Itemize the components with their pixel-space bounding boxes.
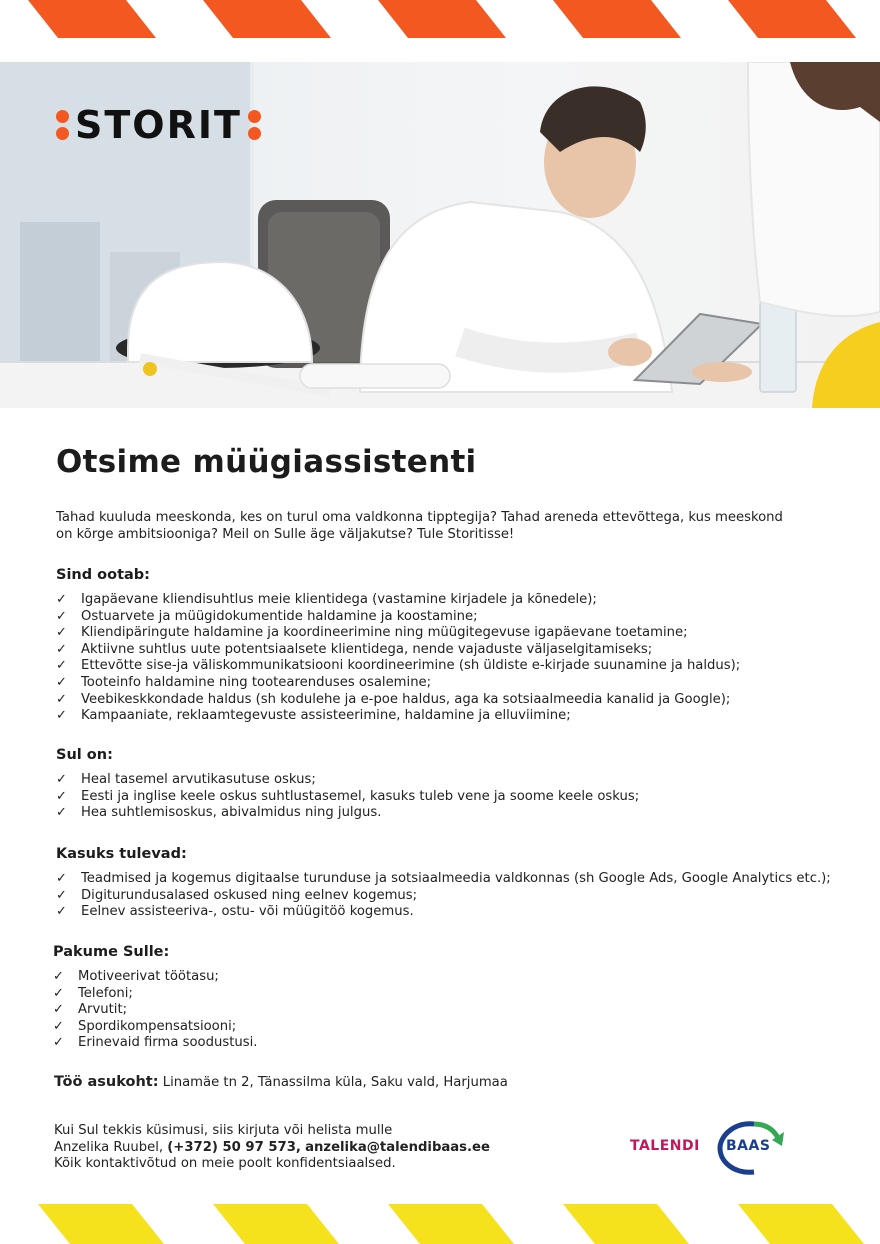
check-icon: ✓ bbox=[56, 708, 67, 724]
check-icon: ✓ bbox=[56, 691, 67, 707]
contact-details bbox=[54, 1140, 490, 1157]
check-icon: ✓ bbox=[56, 658, 67, 674]
location-label: Töö asukoht: bbox=[54, 1074, 159, 1090]
list-item: ✓ Telefoni; bbox=[53, 985, 133, 1001]
bottom-stripes-graphic bbox=[0, 1204, 880, 1244]
logo-dot bbox=[248, 110, 261, 123]
check-icon: ✓ bbox=[56, 805, 67, 821]
contact-block bbox=[54, 1123, 490, 1173]
check-icon: ✓ bbox=[53, 985, 64, 1001]
section-title-offer: Pakume Sulle: bbox=[53, 944, 170, 960]
contact-email-link[interactable]: anzelika@talendibaas.ee bbox=[305, 1139, 490, 1155]
list-item: ✓ Digiturundusalased oskused ning eelnev kogemus; bbox=[56, 887, 418, 903]
list-advantages bbox=[56, 871, 831, 921]
section-title-you-have: Sul on: bbox=[56, 747, 113, 763]
check-icon: ✓ bbox=[56, 608, 67, 624]
list-item: ✓ Erinevaid firma soodustusi. bbox=[53, 1035, 258, 1051]
list-item: ✓ Spordikompensatsiooni; bbox=[53, 1018, 237, 1034]
intro-paragraph: Tahad kuuluda meeskonda, kes on turul oma valdkonna tipptegija? Tahad areneda ettevõttega, kus meeskond on kõrge ambitsiooniga? Meil on Sulle äge väljakutse? Tule Storitisse! bbox=[56, 510, 783, 542]
logo-dots-right bbox=[248, 110, 261, 140]
check-icon: ✓ bbox=[53, 1035, 64, 1051]
check-icon: ✓ bbox=[56, 871, 67, 886]
list-item: ✓ Veebikeskkondade haldus (sh kodulehe ja e-poe haldus, aga ka sotsiaalmeedia kanalid ja Google); bbox=[56, 691, 731, 707]
contact-name: Anzelika Ruubel, bbox=[54, 1139, 164, 1155]
list-you-have bbox=[56, 772, 639, 822]
list-item: ✓ Kampaaniate, reklaamtegevuste assisteerimine, haldamine ja elluviimine; bbox=[56, 708, 571, 724]
list-offer bbox=[53, 969, 257, 1052]
list-item: ✓ Aktiivne suhtlus uute potentsiaalsete klientidega, nende vajaduste väljaselgitamiseks; bbox=[56, 641, 653, 657]
logo-wordmark: STORIT bbox=[75, 103, 242, 147]
list-item: ✓ Igapäevane kliendisuhtlus meie klientidega (vastamine kirjadele ja kõnedele); bbox=[56, 592, 597, 607]
list-item: ✓ Eesti ja inglise keele oskus suhtlustasemel, kasuks tuleb vene ja soome keele oskus; bbox=[56, 788, 640, 804]
bottom-stripe-band bbox=[0, 1204, 880, 1244]
logo-dot bbox=[56, 127, 69, 140]
talendibaas-logo-left: TALENDI bbox=[630, 1138, 700, 1154]
check-icon: ✓ bbox=[56, 904, 67, 920]
contact-intro: Kui Sul tekkis küsimusi, siis kirjuta või helista mulle bbox=[54, 1123, 393, 1138]
list-item: ✓ Heal tasemel arvutikasutuse oskus; bbox=[56, 772, 316, 787]
list-item: ✓ Hea suhtlemisoskus, abivalmidus ning julgus. bbox=[56, 805, 382, 821]
logo-dots-left bbox=[56, 110, 69, 140]
contact-phone[interactable]: (+372) 50 97 573 bbox=[167, 1139, 296, 1155]
check-icon: ✓ bbox=[53, 969, 64, 984]
location-value: Linamäe tn 2, Tänassilma küla, Saku vald, Harjumaa bbox=[162, 1075, 508, 1090]
check-icon: ✓ bbox=[56, 592, 67, 607]
logo-dot bbox=[248, 127, 261, 140]
check-icon: ✓ bbox=[56, 641, 67, 657]
check-icon: ✓ bbox=[56, 625, 67, 641]
list-item: ✓ Arvutit; bbox=[53, 1002, 128, 1018]
check-icon: ✓ bbox=[56, 772, 67, 787]
list-item: ✓ Teadmised ja kogemus digitaalse turunduse ja sotsiaalmeedia valdkonnas (sh Google Ads, Google Analytics etc.); bbox=[56, 871, 831, 886]
check-icon: ✓ bbox=[53, 1002, 64, 1018]
list-item: ✓ Kliendipäringute haldamine ja koordineerimine ning müügitegevuse igapäevane toetamine; bbox=[56, 625, 688, 641]
talendibaas-logo bbox=[630, 1118, 790, 1176]
top-stripes-graphic bbox=[0, 0, 880, 38]
storit-logo bbox=[56, 103, 261, 147]
logo-dot bbox=[56, 110, 69, 123]
check-icon: ✓ bbox=[56, 674, 67, 690]
section-title-advantages: Kasuks tulevad: bbox=[56, 846, 187, 862]
list-item: ✓ Tooteinfo haldamine ning tootearenduses osalemine; bbox=[56, 674, 432, 690]
top-stripe-band bbox=[0, 0, 880, 38]
check-icon: ✓ bbox=[53, 1018, 64, 1034]
list-item: ✓ Ettevõtte sise-ja väliskommunikatsiooni koordineerimine (sh üldiste e-kirjade suunamine ja haldus); bbox=[56, 658, 741, 674]
list-item: ✓ Ostuarvete ja müügidokumentide haldamine ja koostamine; bbox=[56, 608, 478, 624]
check-icon: ✓ bbox=[56, 887, 67, 903]
job-location bbox=[54, 1074, 508, 1090]
list-waits bbox=[56, 592, 740, 725]
contact-confidentiality: Kõik kontaktivõtud on meie poolt konfidentsiaalsed. bbox=[54, 1156, 396, 1172]
talendibaas-logo-right: BAAS bbox=[726, 1138, 771, 1154]
hero-image bbox=[0, 62, 880, 408]
check-icon: ✓ bbox=[56, 788, 67, 804]
job-title: Otsime müügiassistenti bbox=[56, 444, 477, 480]
list-item: ✓ Eelnev assisteeriva-, ostu- või müügitöö kogemus. bbox=[56, 904, 414, 920]
list-item: ✓ Motiveerivat töötasu; bbox=[53, 969, 219, 984]
section-title-waits: Sind ootab: bbox=[56, 567, 150, 583]
contact-separator: , bbox=[295, 1139, 301, 1155]
